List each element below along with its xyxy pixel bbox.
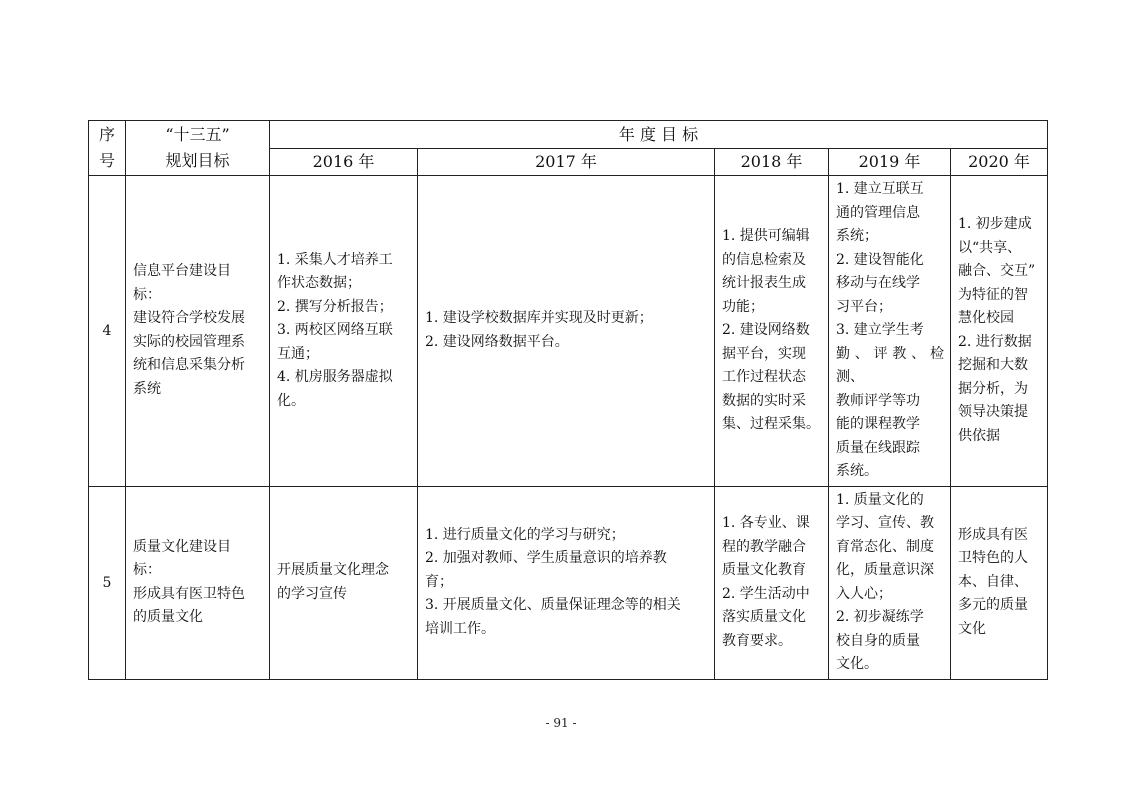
cell-text-line: 的学习宣传 — [277, 585, 347, 602]
cell-text-line: 1. 采集人才培养工 — [277, 251, 393, 268]
cell-text-line: 勤、评教、检测、 — [836, 345, 944, 385]
header-plan-line2: 规划目标 — [165, 151, 230, 170]
cell-text-line: 移动与在线学 — [836, 275, 920, 291]
header-seq-line1: 序 — [98, 125, 115, 144]
cell-text-line: 1. 各专业、课 — [722, 515, 810, 531]
table-row — [89, 486, 1048, 679]
cell-text-line: 1. 建设学校数据库并实现及时更新； — [425, 310, 653, 327]
page-number: - 91 - — [545, 716, 577, 730]
goal-2020-cell — [951, 486, 1048, 679]
cell-text-line: 2. 建设网络数 — [722, 322, 810, 338]
goal-2019-cell — [829, 176, 951, 487]
cell-text-line: 落实质量文化 — [722, 609, 806, 625]
cell-text-line: 本、自律、 — [958, 573, 1028, 590]
goal-2016-cell — [270, 486, 418, 679]
goal-2016-cell — [270, 176, 418, 487]
cell-text-line: 2. 加强对教师、学生质量意识的培养教 — [425, 550, 667, 567]
plan-goal-cell — [126, 486, 270, 679]
header-seq — [89, 121, 126, 176]
cell-text-line: 统计报表生成 — [722, 275, 806, 291]
cell-text-line: 质量文化建设目 — [133, 538, 231, 555]
cell-text-line: 系统 — [133, 380, 161, 397]
cell-text-line: 以“共享、 — [958, 239, 1022, 256]
header-year-2018: 2018 年 — [715, 149, 829, 176]
cell-text-line: 化。 — [277, 392, 305, 409]
cell-text-line: 校自身的质量 — [836, 632, 920, 649]
header-year-2020: 2020 年 — [951, 149, 1048, 176]
cell-text-line: 据平台，实现 — [722, 345, 806, 362]
goal-2018-cell — [715, 486, 829, 679]
cell-text-line: 系统。 — [836, 463, 878, 479]
cell-text-line: 2. 建设智能化 — [836, 251, 924, 268]
header-year-2019: 2019 年 — [829, 149, 951, 176]
annual-goals-table — [88, 120, 1048, 680]
header-seq-line2: 号 — [98, 151, 115, 170]
cell-text-line: 入人心； — [836, 585, 892, 602]
cell-text-line: 程的教学融合 — [722, 538, 806, 555]
cell-text-line: 融合、交互” — [958, 263, 1036, 280]
header-year-2017: 2017 年 — [418, 149, 715, 176]
cell-text-line: 开展质量文化理念 — [277, 562, 389, 578]
cell-text-line: 育； — [425, 573, 453, 590]
cell-text-line: 文化。 — [836, 656, 878, 672]
cell-text-line: 培训工作。 — [425, 620, 495, 637]
cell-text-line: 标： — [133, 562, 161, 578]
cell-text-line: 建设符合学校发展 — [133, 310, 245, 327]
cell-text-line: 的信息检索及 — [722, 251, 806, 268]
cell-text-line: 标： — [133, 286, 161, 303]
cell-text-line: 作状态数据； — [277, 275, 361, 291]
cell-text-line: 系统； — [836, 228, 878, 244]
goal-2017-cell — [418, 486, 715, 679]
cell-text-line: 工作过程状态 — [722, 369, 806, 385]
cell-text-line: 2. 学生活动中 — [722, 585, 810, 602]
cell-text-line: 教师评学等功 — [836, 392, 920, 409]
goal-2020-cell — [951, 176, 1048, 487]
cell-text-line: 1. 进行质量文化的学习与研究； — [425, 526, 625, 543]
cell-text-line: 2. 进行数据 — [958, 333, 1032, 350]
cell-text-line: 4. 机房服务器虚拟 — [277, 369, 393, 385]
cell-text-line: 2. 初步凝练学 — [836, 609, 924, 625]
cell-text-line: 多元的质量 — [958, 597, 1028, 614]
cell-text-line: 实际的校园管理系 — [133, 333, 245, 350]
cell-text-line: 能的课程教学 — [836, 416, 920, 432]
cell-text-line: 3. 开展质量文化、质量保证理念等的相关 — [425, 597, 681, 614]
cell-text-line: 通的管理信息 — [836, 204, 920, 221]
row-seq: 4 — [89, 176, 126, 487]
cell-text-line: 文化 — [958, 620, 986, 637]
cell-text-line: 质量文化教育 — [722, 562, 806, 578]
cell-text-line: 教育要求。 — [722, 632, 792, 649]
plan-goal-cell — [126, 176, 270, 487]
cell-text-line: 信息平台建设目 — [133, 263, 231, 280]
cell-text-line: 2. 撰写分析报告； — [277, 298, 393, 315]
row-seq: 5 — [89, 486, 126, 679]
cell-text-line: 2. 建设网络数据平台。 — [425, 333, 569, 350]
cell-text-line: 据分析，为 — [958, 380, 1028, 397]
cell-text-line: 3. 两校区网络互联 — [277, 322, 393, 338]
cell-text-line: 1. 建立互联互 — [836, 181, 924, 197]
cell-text-line: 互通； — [277, 345, 319, 362]
cell-text-line: 数据的实时采 — [722, 392, 806, 409]
header-annual-goal: 年 度 目 标 — [270, 121, 1048, 149]
cell-text-line: 1. 质量文化的 — [836, 491, 924, 508]
cell-text-line: 功能； — [722, 298, 764, 315]
header-plan-line1: “十三五” — [165, 125, 230, 144]
cell-text-line: 慧化校园 — [958, 310, 1014, 327]
header-year-2016: 2016 年 — [270, 149, 418, 176]
cell-text-line: 1. 初步建成 — [958, 216, 1032, 233]
cell-text-line: 的质量文化 — [133, 609, 203, 625]
cell-text-line: 化，质量意识深 — [836, 562, 934, 578]
cell-text-line: 卫特色的人 — [958, 550, 1028, 567]
cell-text-line: 3. 建立学生考 — [836, 322, 924, 338]
cell-text-line: 形成具有医卫特色 — [133, 585, 245, 602]
goal-2017-cell — [418, 176, 715, 487]
cell-text-line: 学习、宣传、教 — [836, 515, 934, 531]
cell-text-line: 挖掘和大数 — [958, 357, 1028, 374]
cell-text-line: 1. 提供可编辑 — [722, 228, 810, 244]
cell-text-line: 习平台； — [836, 298, 892, 315]
header-plan-goal — [126, 121, 270, 176]
goal-2019-cell — [829, 486, 951, 679]
cell-text-line: 统和信息采集分析 — [133, 357, 245, 374]
cell-text-line: 质量在线跟踪 — [836, 439, 920, 456]
cell-text-line: 育常态化、制度 — [836, 538, 934, 555]
cell-text-line: 供依据 — [958, 427, 1000, 444]
cell-text-line: 集、过程采集。 — [722, 416, 820, 432]
cell-text-line: 形成具有医 — [958, 526, 1028, 543]
cell-text-line: 为特征的智 — [958, 286, 1028, 303]
table-row — [89, 176, 1048, 487]
goal-2018-cell — [715, 176, 829, 487]
cell-text-line: 领导决策提 — [958, 404, 1028, 421]
